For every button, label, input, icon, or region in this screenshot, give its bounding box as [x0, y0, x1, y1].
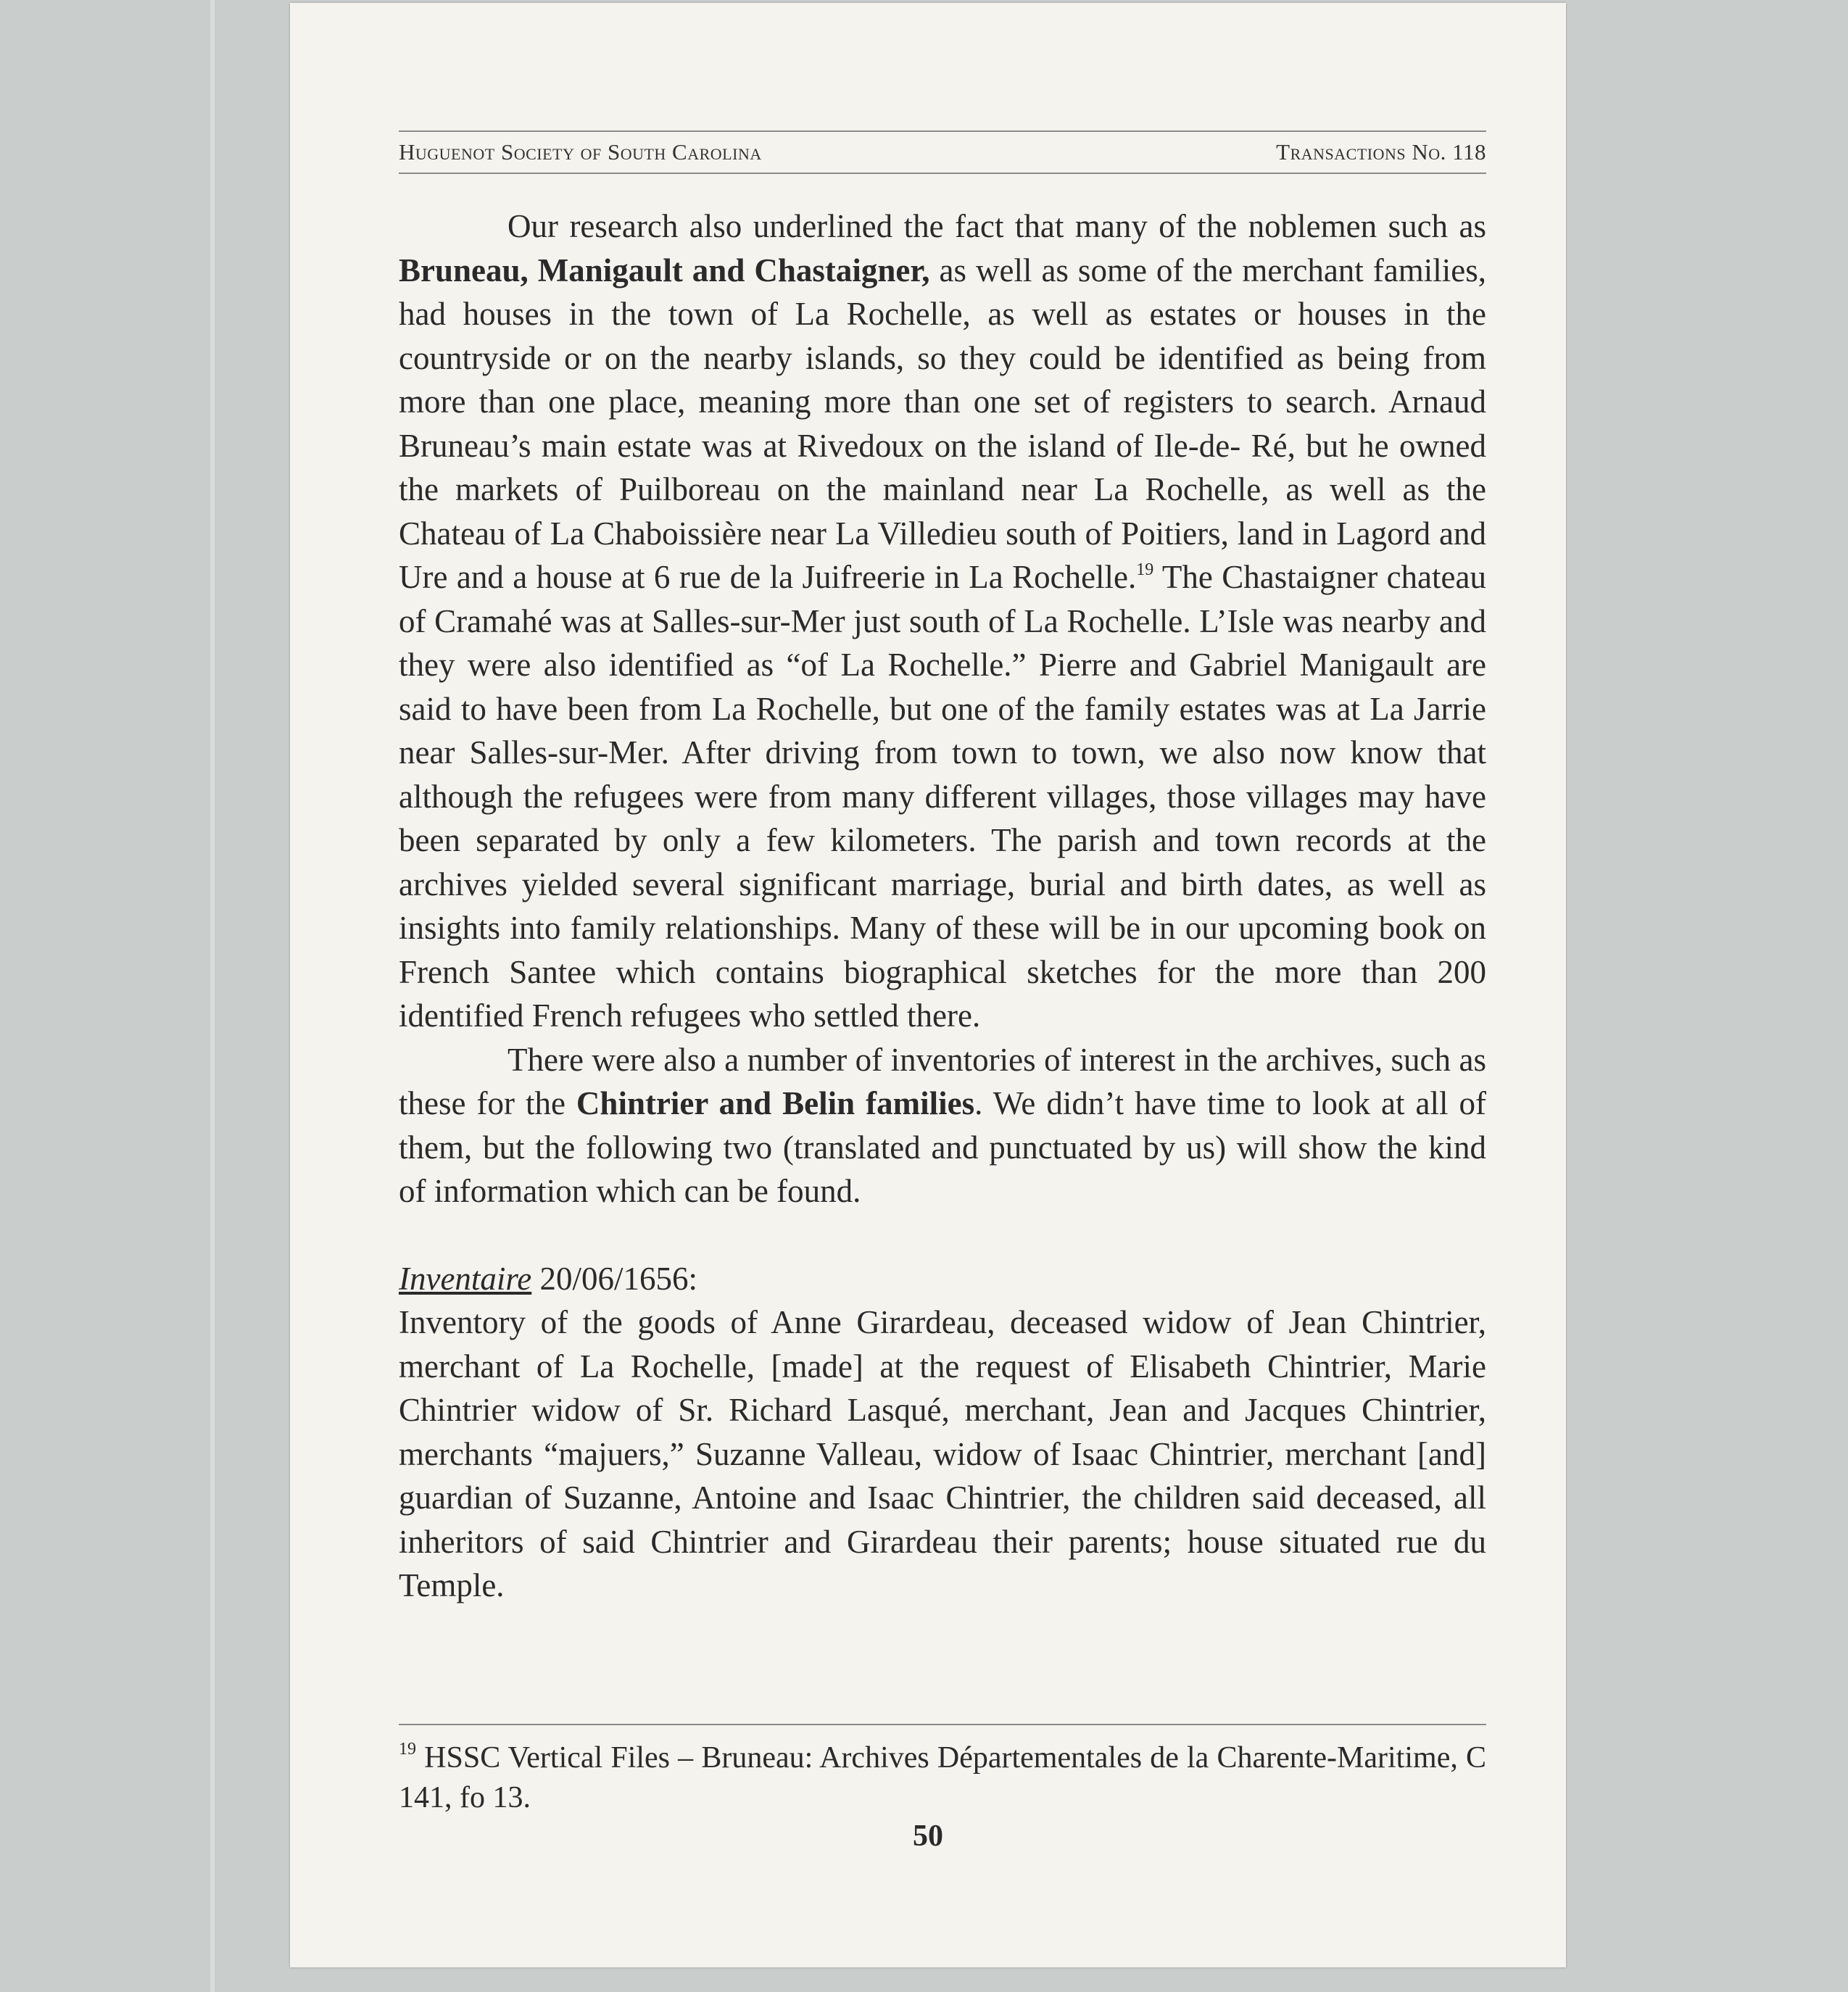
page-number: 50	[913, 1819, 943, 1853]
inventory-label: Inventaire	[399, 1260, 532, 1297]
paragraph-text: There were also a number of inventories of interest in the archives, such as these for the	[399, 1041, 1486, 1121]
section-spacer	[399, 1213, 1486, 1257]
header-society-title: Huguenot Society of South Carolina	[399, 139, 762, 165]
bold-names: Bruneau, Manigault and Chastaigner,	[399, 252, 930, 289]
paragraph-text: The Chastaigner chateau of Cramahé was at Salles-sur-Mer just south of La Rochelle. L’Isle was nearby and they were also identified as “of La Rochelle.” Pierre and Gabriel Manigault are said to have been from La Rochelle, but one of the family estates was at La Jarrie near Salles-sur-Mer. After driving from town to town, we also now know that although the refugees were from many different villages, those villages may have been separated by only a few kilometers. The parish and town records at the archives yielded several significant marriage, burial and birth dates, as well as insights into family relationships. Many of these will be in our upcoming book on French Santee which contains biographical sketches for the more than 200 identified French refugees who settled there.	[399, 559, 1486, 1034]
footnote-text: HSSC Vertical Files – Bruneau: Archives Départementales de la Charente-Maritime, C 141, fo 13.	[399, 1741, 1486, 1814]
paragraph-inventories	[399, 1038, 1486, 1213]
paragraph-text: Our research also underlined the fact that many of the noblemen such as	[507, 208, 1486, 244]
footnote	[399, 1738, 1486, 1818]
bold-families: Chintrier and Belin families	[576, 1085, 975, 1121]
inventory-heading	[399, 1257, 1486, 1301]
paragraph-text: as well as some of the merchant families, had houses in the town of La Rochelle, as well as estates or houses in the countryside or on the nearby islands, so they could be identified as being from more than one place, meaning more than one set of registers to search. Arnaud Bruneau’s main estate was at Rivedoux on the island of Ile-de- Ré, but he owned the markets of Puilboreau on the mainland near La Rochelle, as well as the Chateau of La Chaboissière near La Villedieu south of Poitiers, land in Lagord and Ure and a house at 6 rue de la Juifreerie in La Rochelle.	[399, 252, 1486, 595]
paragraph-research	[399, 204, 1486, 1038]
body-text	[399, 204, 1486, 1608]
document-page	[290, 3, 1566, 1967]
inventory-date: 20/06/1656:	[531, 1260, 698, 1297]
running-header	[399, 130, 1486, 174]
footnote-reference: 19	[1136, 560, 1154, 579]
footnote-divider	[399, 1724, 1486, 1725]
scan-background-edge	[210, 0, 215, 1992]
header-transactions-number: Transactions No. 118	[1276, 139, 1486, 165]
paragraph-text: . We didn’t have time to look at all of them, but the following two (translated and punctuated by us) will show the kind of information which can be found.	[399, 1085, 1486, 1209]
footnote-number: 19	[399, 1740, 416, 1759]
inventory-entry: Inventory of the goods of Anne Girardeau, deceased widow of Jean Chintrier, merchant of La Rochelle, [made] at the request of Elisabeth Chintrier, Marie Chintrier widow of Sr. Richard Lasqué, merchant, Jean and Jacques Chintrier, merchants “majuers,” Suzanne Valleau, widow of Isaac Chintrier, merchant [and] guardian of Suzanne, Antoine and Isaac Chintrier, the children said deceased, all inheritors of said Chintrier and Girardeau their parents; house situated rue du Temple.	[399, 1304, 1486, 1603]
